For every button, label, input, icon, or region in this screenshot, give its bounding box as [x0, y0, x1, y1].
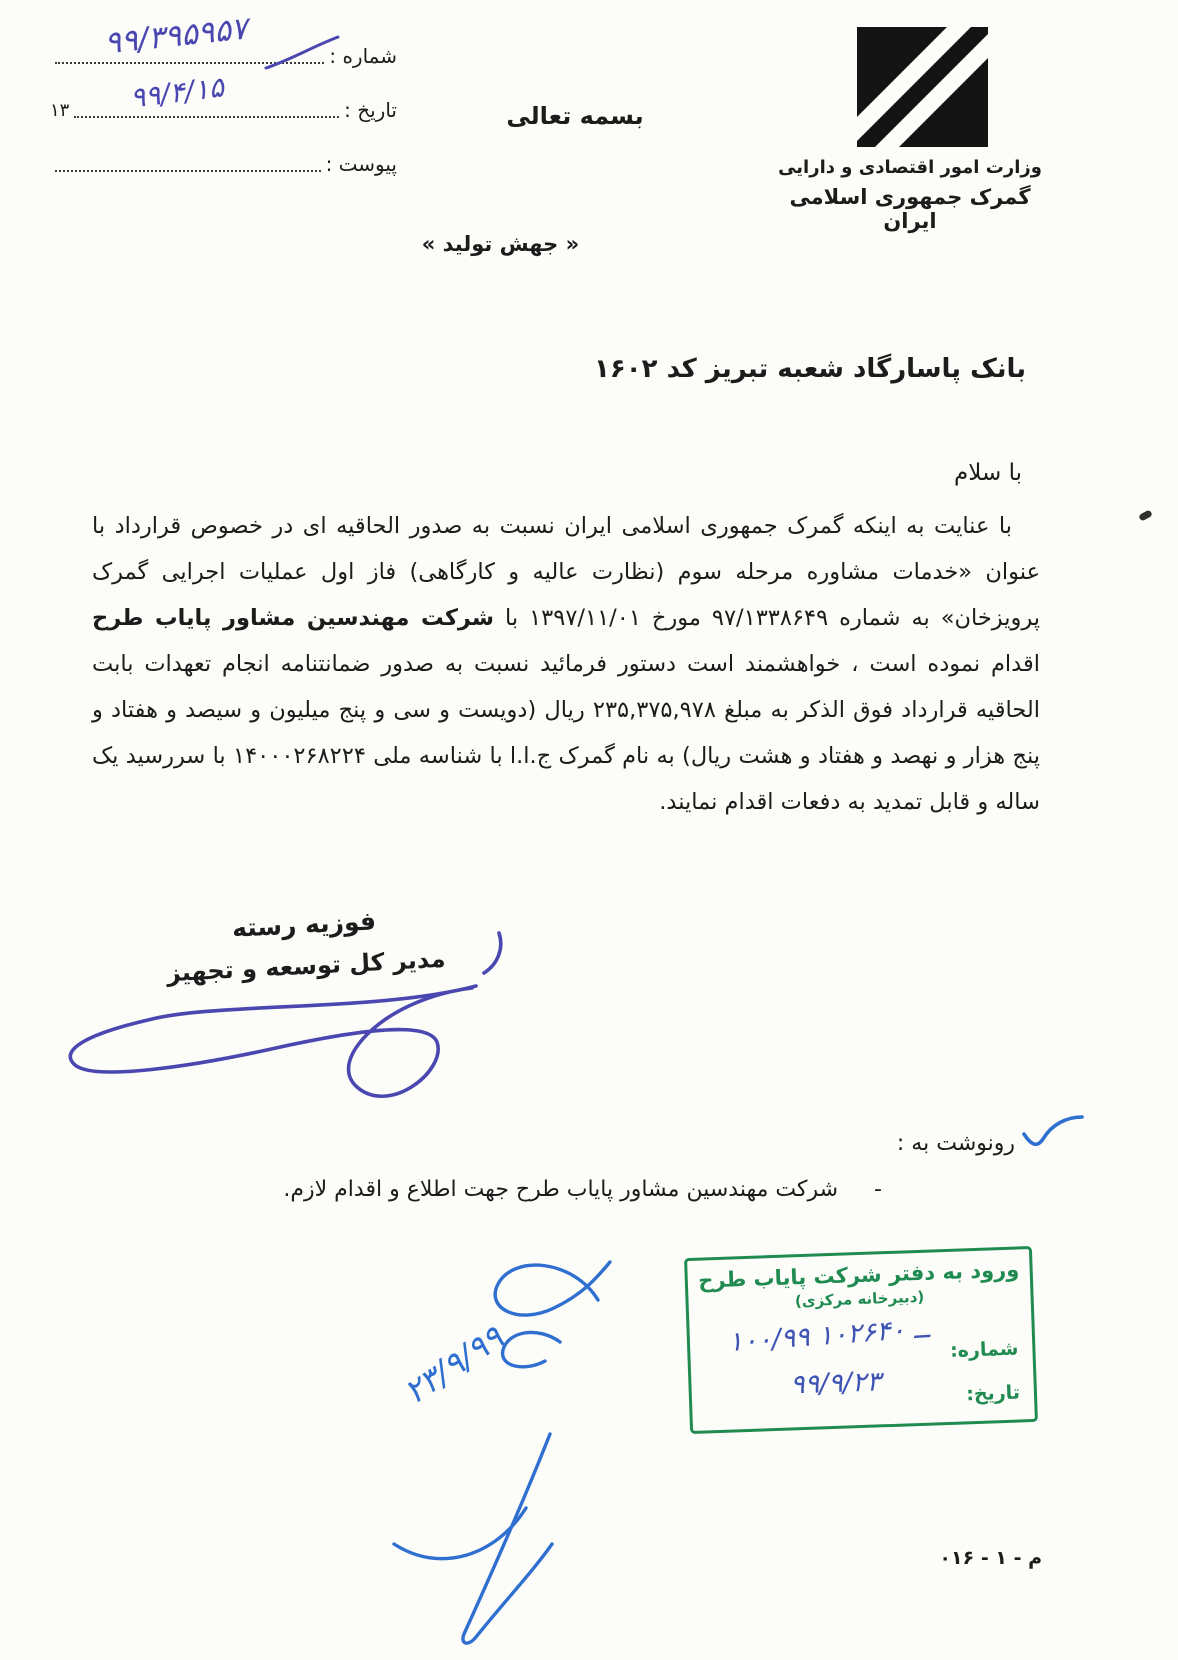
signature-scribble-icon	[48, 928, 538, 1123]
recipient-line: بانک پاسارگاد شعبه تبریز کد ۱۶۰۲	[594, 354, 1026, 384]
receipt-stamp	[684, 1246, 1038, 1434]
check-scribble-icon	[1020, 1113, 1086, 1153]
body-text-bold-company: شرکت مهندسین مشاور پایاب طرح	[92, 605, 495, 631]
letter-number-label: شماره :	[329, 44, 397, 68]
customs-logo-icon	[855, 25, 990, 149]
stamp-title: ورود به دفتر شرکت پایاب طرح	[697, 1257, 1020, 1293]
cc-item: شرکت مهندسین مشاور پایاب طرح جهت اطلاع و اقدام لازم.	[283, 1177, 839, 1202]
handwritten-letter-date: ۹۹/۴/۱۵	[128, 70, 226, 115]
ink-mark	[1138, 509, 1153, 521]
body-text-2: اقدام نموده است ، خواهشمند است دستور فرمائید نسبت به صدور ضمانتنامه انجام تعهدات بابت الحاقیه قرارداد فوق الذکر به مبلغ ۲۳۵,۳۷۵,۹۷۸ ریال (دویست و سی و پنج میلیون و سیصد و هفتاد و پنج هزار و نهصد و هفتاد و هشت ریال) به نام گمرک ج.ا.ا با شناسه ملی ۱۴۰۰۰۲۶۸۲۲۴ با سررسید یک ساله و قابل تمدید به دفعات اقدام نمایند.	[92, 651, 1040, 815]
stamp-number-label: شماره:	[949, 1337, 1019, 1362]
printed-year-prefix: ۱۳	[50, 100, 70, 121]
handwritten-letter-number: ۹۹/۳۹۵۹۵۷	[102, 10, 250, 62]
cc-bullet: -	[874, 1177, 882, 1202]
form-code: م - ۱ - ۰۱۶	[939, 1547, 1042, 1569]
signer-name: فوزیه رسته	[231, 906, 377, 943]
stamp-subtitle: (دبیرخانه مرکزی)	[794, 1287, 925, 1311]
attachment-label: پیوست :	[325, 152, 397, 176]
attachment-row	[50, 152, 397, 176]
besmele-heading: بسمه تعالی	[506, 102, 644, 130]
cc-item-row	[283, 1177, 882, 1202]
letterhead-org-block	[760, 157, 1060, 233]
stamp-date-label: تاریخ:	[965, 1381, 1021, 1406]
handwritten-note-digits: ۲۳/۹/۹۹	[396, 1317, 511, 1412]
letter-date-label: تاریخ :	[344, 98, 397, 122]
ministry-name: وزارت امور اقتصادی و دارایی	[778, 157, 1042, 178]
year-slogan: « جهش تولید »	[421, 232, 580, 256]
stamp-handwritten-date: ۹۹/۹/۲۳	[789, 1366, 882, 1401]
organization-name: گمرک جمهوری اسلامی ایران	[789, 185, 1031, 233]
stamp-handwritten-number: ۱۰۰/۹۹ ــ ۱۰۲۶۴۰	[727, 1313, 931, 1359]
ink-scribble-icon	[298, 1238, 620, 1658]
body-text-1: با عنایت به اینکه گمرک جمهوری اسلامی ایران نسبت به صدور الحاقیه ای در خصوص قرارداد با عنوان «خدمات مشاوره مرحله سوم (نظارت عالیه و کارگاهی) فاز اول عملیات اجرایی گمرک پرویزخان» به شماره ۹۷/۱۳۳۸۶۴۹ مورخ ۱۳۹۷/۱۱/۰۱ با	[92, 513, 1041, 631]
body-paragraph	[92, 503, 1040, 825]
signer-title: مدیر کل توسعه و تجهیز	[166, 944, 447, 988]
cc-label: رونوشت به :	[896, 1131, 1015, 1156]
salutation: با سلام	[954, 460, 1022, 486]
attachment-dotted-line	[55, 156, 321, 172]
